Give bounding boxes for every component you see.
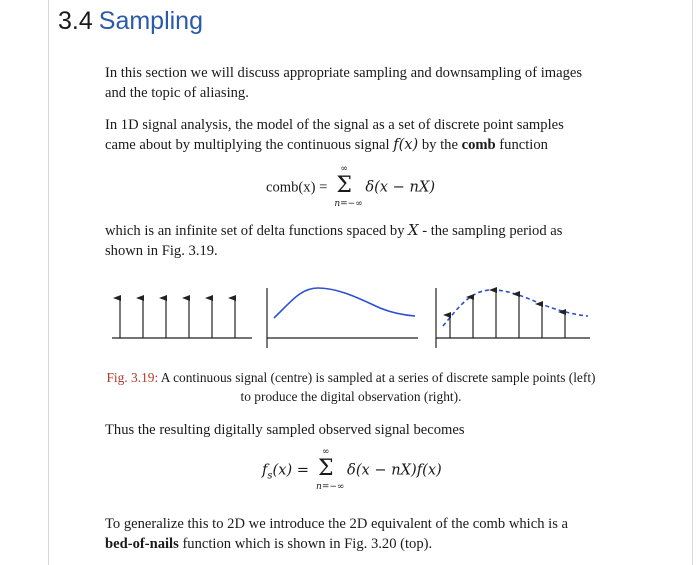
equation-fs-lhs-tail: (x) = [272,461,310,479]
paragraph-bed-of-nails [105,514,597,554]
bold-term-comb: comb [461,137,496,153]
math-f-of-x: f(x) [393,136,419,153]
equation-fs-rhs: δ(x − nX)f(x) [347,461,442,479]
figure-3-19 [100,278,600,361]
sum-lower-limit: n=−∞ [334,199,363,209]
paragraph-comb-text-2: by the [418,137,462,153]
equation-fs-subscript: s [267,470,273,482]
continuous-signal-panel [267,288,418,348]
paragraph-bed-text-2: function which is shown in Fig. 3.20 (top). [178,536,433,552]
equation-sampled-signal [262,447,442,492]
figure-3-19-graphic [100,278,600,356]
continuous-signal-curve [274,288,415,318]
equation-comb-rhs: δ(x − nX) [365,178,436,196]
paragraph-comb [105,115,597,155]
sum-upper-limit: ∞ [322,447,330,457]
paragraph-sampled-signal: Thus the resulting digitally sampled observed signal becomes [105,422,465,438]
sampled-signal-panel [436,288,590,348]
sum-lower-limit: n=−∞ [316,482,345,492]
paragraph-intro: In this section we will discuss appropriate sampling and downsampling of images and the topic of aliasing. [105,65,583,101]
bold-term-bed-of-nails: bed-of-nails [105,536,179,552]
paragraph-bed-text-1: To generalize this to 2D we introduce the 2D equivalent of the comb which is a [105,516,569,532]
figure-caption [105,368,597,406]
section-heading [58,7,203,36]
equation-fs-lhs: f [262,461,268,479]
section-title: Sampling [98,7,203,35]
paragraph-comb-text-3: function [495,137,548,153]
paragraph-delta-text-2: - the sampling period as shown in Fig. 3.19. [105,223,563,259]
figure-caption-label: Fig. 3.19: [106,370,159,385]
sampled-envelope-dashed [443,290,588,326]
summation-symbol: ∞ Σ n=−∞ [316,447,345,492]
paragraph-comb-text-1: In 1D signal analysis, the model of the signal as a set of discrete point samples came about by multiplying the continuous signal [105,117,564,153]
paragraph-delta-text-1: which is an infinite set of delta functions spaced by [105,223,409,239]
paragraph-delta [105,221,597,261]
section-number: 3.4 [58,7,93,35]
equation-comb [266,164,436,209]
figure-caption-text: A continuous signal (centre) is sampled at a series of discrete sample points (left) to produce the digital observation (right). [158,370,596,404]
math-X: X [408,222,419,239]
summation-symbol: ∞ Σ n=−∞ [334,164,363,209]
comb-panel [112,298,252,338]
equation-comb-lhs: comb(x) = [266,179,328,196]
sum-upper-limit: ∞ [340,164,348,174]
